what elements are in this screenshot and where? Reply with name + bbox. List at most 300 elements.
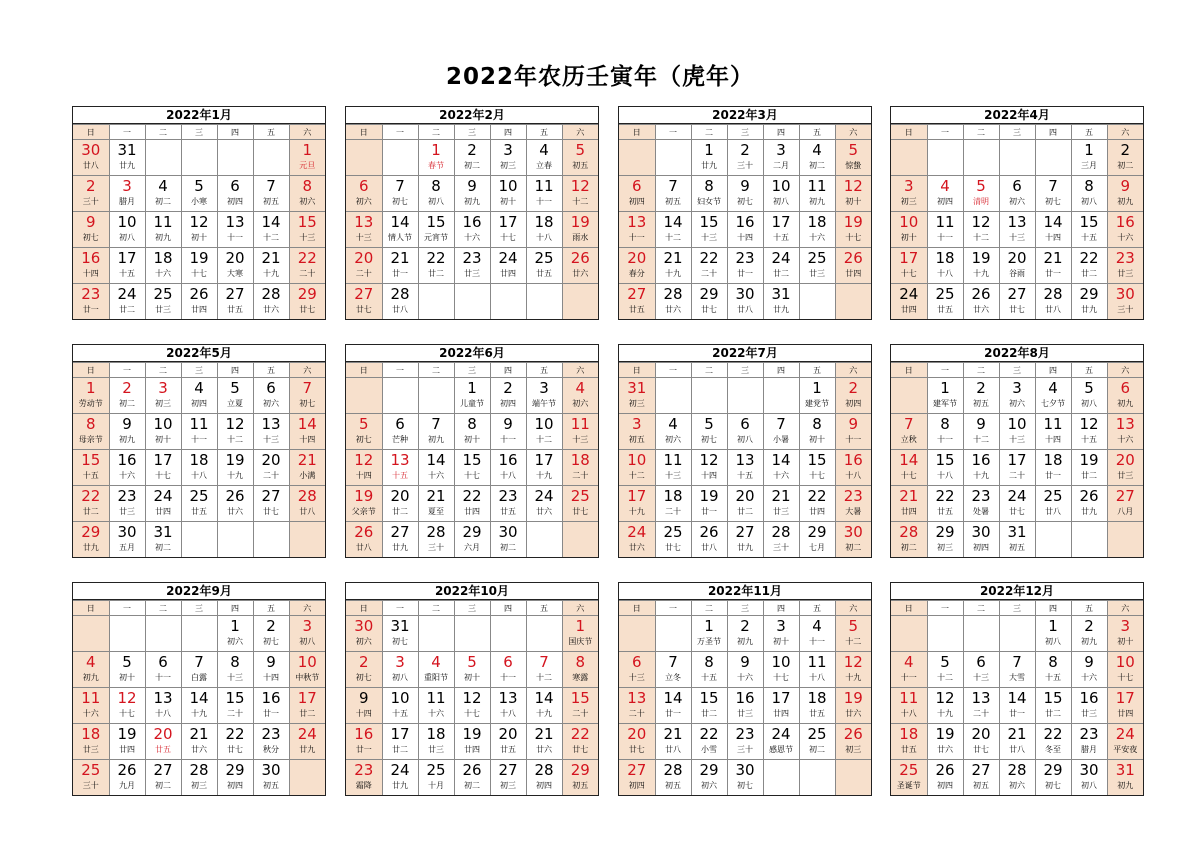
lunar-label: 十五 <box>1081 435 1097 444</box>
day-number: 24 <box>297 725 317 743</box>
lunar-label: 初六 <box>1009 197 1025 206</box>
day-cell <box>763 176 799 212</box>
day-cell <box>346 176 382 212</box>
lunar-label: 十九 <box>937 709 953 718</box>
day-number: 15 <box>699 213 719 231</box>
lunar-label: 十五 <box>1081 233 1097 242</box>
day-number: 27 <box>1007 285 1027 303</box>
lunar-label: 廿二 <box>1081 471 1097 480</box>
month-title: 2022年2月 <box>346 107 598 124</box>
day-number: 2 <box>503 379 513 397</box>
lunar-label: 二十 <box>665 507 681 516</box>
day-number: 11 <box>807 177 827 195</box>
day-cell <box>691 248 727 284</box>
day-number: 18 <box>534 213 554 231</box>
empty-day-cell <box>655 140 691 176</box>
weekday-header: 日 <box>891 601 927 616</box>
day-number: 8 <box>1084 177 1094 195</box>
lunar-label: 十九 <box>665 269 681 278</box>
day-number: 13 <box>498 689 518 707</box>
day-cell <box>799 176 835 212</box>
day-cell <box>145 248 181 284</box>
day-number: 9 <box>848 415 859 433</box>
day-number: 20 <box>225 249 245 267</box>
day-number: 9 <box>85 213 96 231</box>
lunar-label: 七夕节 <box>1041 399 1065 408</box>
day-cell <box>835 450 871 486</box>
day-number: 11 <box>935 213 955 231</box>
lunar-label: 初九 <box>82 673 99 682</box>
day-number: 8 <box>704 653 714 671</box>
day-cell <box>562 414 598 450</box>
day-number: 29 <box>81 523 101 541</box>
day-number: 25 <box>663 523 683 541</box>
day-cell <box>253 616 289 652</box>
lunar-label: 十七 <box>900 269 917 278</box>
day-number: 26 <box>699 523 719 541</box>
lunar-label: 十五 <box>773 233 789 242</box>
lunar-label: 三十 <box>737 161 753 170</box>
empty-day-cell <box>181 522 217 558</box>
lunar-label: 廿二 <box>392 745 408 754</box>
lunar-label: 廿四 <box>809 507 825 516</box>
day-number: 30 <box>81 141 101 159</box>
weekday-header: 日 <box>619 601 655 616</box>
day-cell <box>109 212 145 248</box>
day-cell <box>418 688 454 724</box>
lunar-label: 三十 <box>82 781 99 790</box>
lunar-label: 廿八 <box>82 161 99 170</box>
day-number: 17 <box>153 451 173 469</box>
day-cell <box>454 688 490 724</box>
day-cell <box>927 378 963 414</box>
empty-day-cell <box>289 522 325 558</box>
day-cell <box>1107 212 1143 248</box>
day-cell <box>526 248 562 284</box>
lunar-label: 小雪 <box>701 745 717 754</box>
day-cell <box>1107 248 1143 284</box>
day-cell <box>526 724 562 760</box>
day-number: 26 <box>935 761 955 779</box>
day-cell <box>418 414 454 450</box>
lunar-label: 十八 <box>900 709 917 718</box>
day-cell <box>454 724 490 760</box>
day-cell <box>763 284 799 320</box>
lunar-label: 初九 <box>1117 197 1134 206</box>
day-cell <box>109 760 145 796</box>
lunar-label: 二十 <box>299 269 316 278</box>
weekday-header: 二 <box>145 601 181 616</box>
day-number: 18 <box>899 725 919 743</box>
day-number: 30 <box>971 523 991 541</box>
day-number: 6 <box>1120 379 1131 397</box>
weekday-header: 四 <box>763 601 799 616</box>
day-number: 6 <box>158 653 168 671</box>
lunar-label: 廿二 <box>392 507 408 516</box>
day-cell <box>799 378 835 414</box>
weekday-header: 五 <box>1071 601 1107 616</box>
weekday-header: 日 <box>73 363 109 378</box>
day-cell <box>655 212 691 248</box>
lunar-label: 十五 <box>737 471 753 480</box>
page-title: 2022年农历壬寅年（虎年） <box>445 64 754 90</box>
day-number: 3 <box>776 141 786 159</box>
empty-day-cell <box>418 616 454 652</box>
lunar-label: 三十 <box>773 543 789 552</box>
day-cell <box>109 248 145 284</box>
lunar-label: 十八 <box>191 471 207 480</box>
day-cell <box>145 486 181 522</box>
weekday-header: 日 <box>619 363 655 378</box>
day-number: 7 <box>903 415 914 433</box>
lunar-label: 初七 <box>1045 781 1061 790</box>
day-cell <box>382 284 418 320</box>
lunar-label: 初二 <box>900 543 917 552</box>
day-number: 30 <box>735 285 755 303</box>
day-cell <box>763 212 799 248</box>
weekday-header: 三 <box>999 363 1035 378</box>
lunar-label: 元宵节 <box>424 233 448 242</box>
day-cell <box>346 688 382 724</box>
day-cell <box>999 212 1035 248</box>
lunar-label: 廿五 <box>155 745 171 754</box>
day-number: 10 <box>1007 415 1027 433</box>
day-cell <box>1035 652 1071 688</box>
day-cell <box>253 486 289 522</box>
day-number: 22 <box>699 725 719 743</box>
lunar-label: 初六 <box>263 399 279 408</box>
day-cell <box>1071 760 1107 796</box>
lunar-label: 十七 <box>845 233 862 242</box>
lunar-label: 十二 <box>628 471 645 480</box>
day-number: 5 <box>122 653 132 671</box>
lunar-label: 三十 <box>82 197 99 206</box>
day-number: 10 <box>498 177 518 195</box>
empty-day-cell <box>145 140 181 176</box>
lunar-label: 廿一 <box>737 269 753 278</box>
lunar-label: 十一 <box>500 673 516 682</box>
day-cell <box>526 486 562 522</box>
day-number: 29 <box>1079 285 1099 303</box>
lunar-label: 廿三 <box>737 709 753 718</box>
lunar-label: 十六 <box>82 709 99 718</box>
day-number: 1 <box>302 141 313 159</box>
day-number: 17 <box>1115 689 1135 707</box>
day-cell <box>1071 378 1107 414</box>
lunar-label: 廿一 <box>701 507 717 516</box>
day-cell <box>253 652 289 688</box>
lunar-label: 廿六 <box>628 543 645 552</box>
day-cell <box>73 378 109 414</box>
day-number: 22 <box>297 249 317 267</box>
month-calendar <box>72 106 326 320</box>
lunar-label: 初九 <box>809 197 825 206</box>
day-number: 19 <box>1079 451 1099 469</box>
day-number: 20 <box>1007 249 1027 267</box>
day-cell <box>835 378 871 414</box>
day-number: 26 <box>843 249 863 267</box>
lunar-label: 廿四 <box>155 507 171 516</box>
day-cell <box>963 522 999 558</box>
weekday-header: 一 <box>927 363 963 378</box>
day-number: 16 <box>117 451 137 469</box>
day-number: 20 <box>1115 451 1135 469</box>
lunar-label: 初四 <box>973 543 989 552</box>
day-number: 3 <box>395 653 405 671</box>
month-title: 2022年1月 <box>73 107 325 124</box>
day-number: 19 <box>843 213 863 231</box>
weekday-header: 六 <box>835 601 871 616</box>
empty-day-cell <box>454 284 490 320</box>
lunar-label: 廿八 <box>1045 507 1061 516</box>
day-number: 10 <box>390 689 410 707</box>
day-cell <box>963 760 999 796</box>
day-cell <box>217 378 253 414</box>
day-cell <box>490 688 526 724</box>
day-number: 8 <box>85 415 96 433</box>
lunar-label: 廿九 <box>1081 507 1097 516</box>
weekday-header: 五 <box>526 363 562 378</box>
lunar-label: 初九 <box>1081 637 1097 646</box>
empty-day-cell <box>927 140 963 176</box>
day-number: 28 <box>390 285 410 303</box>
lunar-label: 初九 <box>1117 399 1134 408</box>
day-cell <box>727 522 763 558</box>
day-cell <box>691 688 727 724</box>
lunar-label: 初八 <box>1081 781 1097 790</box>
day-cell <box>927 486 963 522</box>
weekday-header: 日 <box>73 125 109 140</box>
day-number: 25 <box>807 725 827 743</box>
lunar-label: 初十 <box>500 197 516 206</box>
day-cell <box>454 486 490 522</box>
lunar-label: 初四 <box>227 197 243 206</box>
lunar-label: 十六 <box>155 269 171 278</box>
lunar-label: 初八 <box>299 637 316 646</box>
day-number: 3 <box>122 177 132 195</box>
lunar-label: 廿五 <box>500 745 516 754</box>
lunar-label: 白露 <box>191 673 207 682</box>
weekday-header: 六 <box>835 125 871 140</box>
day-cell <box>181 248 217 284</box>
lunar-label: 初四 <box>500 399 516 408</box>
day-cell <box>1035 284 1071 320</box>
weekday-header: 三 <box>727 601 763 616</box>
lunar-label: 二十 <box>572 709 589 718</box>
lunar-label: 廿九 <box>773 305 789 314</box>
lunar-label: 十月 <box>428 781 444 790</box>
lunar-label: 廿三 <box>809 269 825 278</box>
lunar-label: 初九 <box>155 233 171 242</box>
lunar-label: 廿九 <box>392 543 408 552</box>
day-cell <box>655 414 691 450</box>
weekday-header: 一 <box>655 601 691 616</box>
lunar-label: 三十 <box>737 745 753 754</box>
lunar-label: 大雪 <box>1009 673 1025 682</box>
day-cell <box>999 248 1035 284</box>
day-cell <box>382 486 418 522</box>
lunar-label: 初二 <box>809 161 825 170</box>
day-number: 2 <box>266 617 276 635</box>
day-number: 27 <box>354 285 374 303</box>
day-cell <box>346 284 382 320</box>
day-number: 4 <box>431 653 441 671</box>
day-cell <box>763 486 799 522</box>
day-number: 18 <box>153 249 173 267</box>
lunar-label: 十四 <box>263 673 279 682</box>
day-number: 11 <box>81 689 101 707</box>
day-cell <box>691 414 727 450</box>
day-cell <box>418 486 454 522</box>
lunar-label: 十二 <box>536 435 552 444</box>
lunar-label: 廿六 <box>191 745 207 754</box>
day-cell <box>1071 284 1107 320</box>
day-cell <box>927 284 963 320</box>
day-number: 3 <box>1012 379 1022 397</box>
day-number: 25 <box>153 285 173 303</box>
day-cell <box>382 212 418 248</box>
lunar-label: 雨水 <box>572 233 589 242</box>
day-number: 31 <box>771 285 791 303</box>
lunar-label: 初十 <box>773 637 789 646</box>
day-number: 4 <box>668 415 678 433</box>
day-number: 13 <box>261 415 281 433</box>
lunar-label: 廿八 <box>299 507 316 516</box>
lunar-label: 儿童节 <box>460 399 484 408</box>
day-cell <box>963 212 999 248</box>
day-cell <box>181 212 217 248</box>
day-number: 24 <box>627 523 647 541</box>
weekday-header: 一 <box>109 601 145 616</box>
lunar-label: 十七 <box>155 471 171 480</box>
day-number: 18 <box>935 249 955 267</box>
lunar-label: 初六 <box>701 781 717 790</box>
day-number: 15 <box>1043 689 1063 707</box>
lunar-label: 廿五 <box>628 305 645 314</box>
day-number: 21 <box>1043 249 1063 267</box>
day-number: 13 <box>735 451 755 469</box>
day-number: 24 <box>771 725 791 743</box>
day-cell <box>1035 176 1071 212</box>
day-number: 23 <box>261 725 281 743</box>
lunar-label: 廿六 <box>845 709 862 718</box>
day-cell <box>289 486 325 522</box>
weekday-header: 四 <box>1035 363 1071 378</box>
month-calendar <box>345 106 599 320</box>
day-number: 5 <box>575 141 586 159</box>
day-cell <box>253 378 289 414</box>
day-cell <box>346 652 382 688</box>
day-number: 21 <box>189 725 209 743</box>
lunar-label: 二十 <box>973 709 989 718</box>
day-number: 16 <box>81 249 101 267</box>
day-cell <box>109 688 145 724</box>
weekday-header: 四 <box>763 363 799 378</box>
weekday-header: 一 <box>109 125 145 140</box>
lunar-label: 情人节 <box>388 233 412 242</box>
lunar-label: 廿八 <box>665 745 681 754</box>
lunar-label: 初十 <box>191 233 207 242</box>
lunar-label: 廿七 <box>299 305 316 314</box>
empty-day-cell <box>382 140 418 176</box>
lunar-label: 初八 <box>428 197 444 206</box>
lunar-label: 十七 <box>464 709 480 718</box>
day-cell <box>109 522 145 558</box>
day-cell <box>999 522 1035 558</box>
lunar-label: 廿六 <box>572 269 589 278</box>
month-title: 2022年5月 <box>73 345 325 362</box>
lunar-label: 初五 <box>973 781 989 790</box>
lunar-label: 廿二 <box>737 507 753 516</box>
day-cell <box>253 688 289 724</box>
day-number: 27 <box>971 761 991 779</box>
lunar-label: 初二 <box>845 543 862 552</box>
day-number: 28 <box>663 285 683 303</box>
day-number: 23 <box>735 249 755 267</box>
lunar-label: 十五 <box>82 471 99 480</box>
day-cell <box>1107 140 1143 176</box>
day-number: 17 <box>117 249 137 267</box>
day-number: 28 <box>534 761 554 779</box>
day-number: 29 <box>807 523 827 541</box>
lunar-label: 十一 <box>155 673 171 682</box>
day-cell <box>619 284 655 320</box>
day-cell <box>253 414 289 450</box>
empty-day-cell <box>763 760 799 796</box>
weekday-header: 一 <box>655 125 691 140</box>
lunar-label: 十六 <box>1117 435 1134 444</box>
lunar-label: 十二 <box>572 197 589 206</box>
weekday-header: 五 <box>253 363 289 378</box>
day-cell <box>73 688 109 724</box>
lunar-label: 初四 <box>628 781 645 790</box>
day-cell <box>181 486 217 522</box>
lunar-label: 廿一 <box>1009 709 1025 718</box>
day-number: 27 <box>498 761 518 779</box>
weekday-header: 六 <box>562 363 598 378</box>
day-cell <box>253 212 289 248</box>
day-number: 4 <box>812 617 822 635</box>
day-cell <box>109 176 145 212</box>
day-cell <box>454 378 490 414</box>
day-cell <box>1035 616 1071 652</box>
day-cell <box>999 414 1035 450</box>
day-cell <box>562 212 598 248</box>
day-cell <box>799 688 835 724</box>
lunar-label: 十六 <box>737 673 753 682</box>
lunar-label: 重阳节 <box>424 673 448 682</box>
weekday-header: 三 <box>727 125 763 140</box>
weekday-header: 日 <box>346 363 382 378</box>
day-number: 29 <box>699 761 719 779</box>
day-cell <box>799 414 835 450</box>
day-number: 25 <box>81 761 101 779</box>
lunar-label: 廿三 <box>82 745 99 754</box>
day-number: 18 <box>426 725 446 743</box>
weekday-header: 二 <box>418 125 454 140</box>
day-number: 22 <box>1043 725 1063 743</box>
day-cell <box>73 212 109 248</box>
lunar-label: 廿七 <box>1009 305 1025 314</box>
lunar-label: 十七 <box>773 673 789 682</box>
day-number: 16 <box>354 725 374 743</box>
day-number: 26 <box>189 285 209 303</box>
lunar-label: 初八 <box>392 673 408 682</box>
day-cell <box>418 522 454 558</box>
day-number: 12 <box>189 213 209 231</box>
lunar-label: 谷雨 <box>1009 269 1025 278</box>
lunar-label: 十四 <box>1045 233 1061 242</box>
